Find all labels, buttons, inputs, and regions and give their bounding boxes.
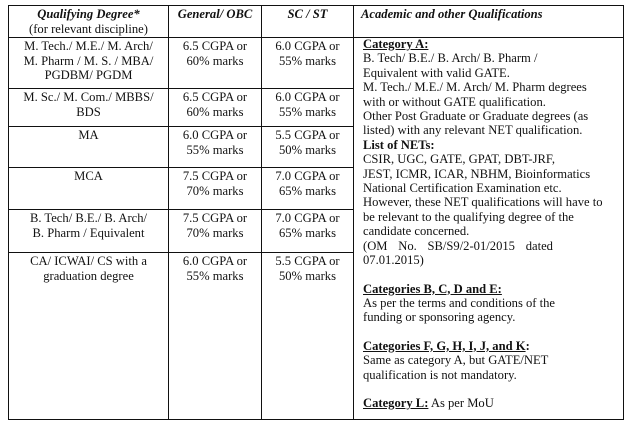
category-a-line: Other Post Graduate or Graduate degrees (as bbox=[363, 109, 589, 124]
category-a-line: M. Tech./ M.E./ M. Arch/ M. Pharm degrees bbox=[363, 80, 587, 95]
nets-line: JEST, ICMR, ICAR, NBHM, Bioinformatics bbox=[363, 166, 591, 181]
row-divider bbox=[9, 167, 354, 168]
table-row-sc-st bbox=[262, 128, 353, 157]
nets-title: List of NETs: bbox=[363, 137, 435, 152]
table-row-sc-st bbox=[262, 169, 353, 198]
header-general-obc: General/ OBC bbox=[177, 7, 253, 21]
table-row-degree bbox=[9, 211, 168, 240]
table-row-degree bbox=[9, 169, 168, 184]
marks-value: 55% marks bbox=[186, 142, 244, 157]
table-row-degree bbox=[9, 128, 168, 143]
cgpa-value: 7.0 CGPA or bbox=[275, 211, 340, 225]
header-label: Qualifying Degree* bbox=[37, 7, 140, 21]
cgpa-value: 7.5 CGPA or bbox=[182, 169, 248, 183]
marks-value: 50% marks bbox=[278, 268, 336, 283]
academic-qualifications bbox=[363, 37, 621, 410]
categories-fk-title: Categories F, G, H, I, J, and K bbox=[363, 338, 526, 353]
marks-value: 65% marks bbox=[278, 183, 336, 198]
category-a-title: Category A: bbox=[363, 37, 429, 51]
category-l-text: As per MoU bbox=[428, 395, 494, 410]
marks-value: 70% marks bbox=[186, 183, 244, 198]
om-part: (OM bbox=[363, 238, 388, 253]
table-row-sc-st bbox=[262, 211, 353, 240]
degree-line: B. Pharm / Equivalent bbox=[32, 225, 145, 240]
header-sc-st: SC / ST bbox=[287, 7, 328, 21]
header-note: (for relevant discipline) bbox=[29, 21, 148, 36]
cgpa-value: 6.5 CGPA or bbox=[182, 90, 248, 104]
marks-value: 60% marks bbox=[186, 104, 244, 119]
header-academic: Academic and other Qualifications bbox=[361, 7, 543, 21]
degree-line: CA/ ICWAI/ CS with a bbox=[30, 254, 147, 268]
categories-fk-line: Same as category A, but GATE/NET bbox=[363, 353, 549, 368]
row-divider bbox=[9, 252, 354, 253]
nets-line: CSIR, UGC, GATE, GPAT, DBT-JRF, bbox=[363, 152, 556, 167]
cgpa-value: 6.5 CGPA or bbox=[182, 39, 248, 53]
category-a-line: with or without GATE qualification. bbox=[363, 94, 546, 109]
marks-value: 60% marks bbox=[186, 53, 244, 68]
categories-bcde-line: funding or sponsoring agency. bbox=[363, 310, 516, 325]
categories-fk-line: qualification is not mandatory. bbox=[363, 367, 517, 382]
table-row-sc-st bbox=[262, 39, 353, 68]
table-row-degree bbox=[9, 90, 168, 119]
nets-line: candidate concerned. bbox=[363, 224, 470, 239]
om-part: dated bbox=[525, 238, 553, 253]
row-divider bbox=[9, 88, 354, 89]
table-row-sc-st bbox=[262, 254, 353, 283]
marks-value: 55% marks bbox=[186, 268, 244, 283]
category-l-title: Category L: bbox=[363, 395, 429, 410]
cgpa-value: 7.5 CGPA or bbox=[182, 211, 248, 225]
colon: : bbox=[525, 338, 530, 353]
cgpa-value: 6.0 CGPA or bbox=[275, 90, 340, 104]
category-a-line: Equivalent with valid GATE. bbox=[363, 65, 510, 80]
cgpa-value: 5.5 CGPA or bbox=[275, 128, 340, 142]
om-part: No. bbox=[398, 238, 417, 253]
categories-fk-heading bbox=[363, 339, 621, 353]
row-divider bbox=[9, 209, 354, 210]
cgpa-value: 5.5 CGPA or bbox=[275, 254, 340, 268]
marks-value: 50% marks bbox=[278, 142, 336, 157]
table-row-degree bbox=[9, 39, 168, 83]
category-a-line: B. Tech/ B.E./ B. Arch/ B. Pharm / bbox=[363, 51, 538, 66]
cgpa-value: 7.0 CGPA or bbox=[275, 169, 340, 183]
table-row-general-obc bbox=[169, 39, 261, 68]
row-divider bbox=[9, 126, 354, 127]
table-row-general-obc bbox=[169, 90, 261, 119]
category-l bbox=[363, 396, 621, 410]
categories-bcde-title: Categories B, C, D and E: bbox=[363, 281, 502, 296]
cgpa-value: 6.0 CGPA or bbox=[182, 128, 248, 142]
nets-line: National Certification Examination etc. bbox=[363, 181, 562, 196]
om-date: 07.01.2015) bbox=[363, 253, 424, 268]
table-row-general-obc bbox=[169, 211, 261, 240]
category-a-line: listed) with any relevant NET qualification. bbox=[363, 123, 583, 138]
cgpa-value: 6.0 CGPA or bbox=[182, 254, 248, 268]
degree-line: BDS bbox=[76, 104, 101, 119]
degree-line: M. Tech./ M.E./ M. Arch/ bbox=[24, 39, 153, 53]
cgpa-value: 6.0 CGPA or bbox=[275, 39, 340, 53]
marks-value: 70% marks bbox=[186, 225, 244, 240]
categories-bcde-line: As per the terms and conditions of the bbox=[363, 295, 556, 310]
degree-line: MCA bbox=[74, 169, 103, 183]
header-qualifying-degree bbox=[9, 7, 168, 36]
degree-line: graduation degree bbox=[43, 268, 134, 283]
table-row-general-obc bbox=[169, 169, 261, 198]
degree-line: MA bbox=[78, 128, 99, 142]
marks-value: 55% marks bbox=[278, 53, 336, 68]
degree-line: M. Pharm / M. S. / MBA/ bbox=[23, 53, 154, 68]
column-divider bbox=[353, 6, 354, 419]
degree-line: PGDBM/ PGDM bbox=[44, 68, 133, 83]
nets-line: be relevant to the qualifying degree of the bbox=[363, 209, 574, 224]
om-reference bbox=[363, 239, 553, 253]
table-row-degree bbox=[9, 254, 168, 283]
nets-line: However, these NET qualifications will have to bbox=[363, 195, 603, 210]
om-part: SB/S9/2-01/2015 bbox=[427, 238, 515, 253]
table-row-sc-st bbox=[262, 90, 353, 119]
marks-value: 55% marks bbox=[278, 104, 336, 119]
degree-line: M. Sc./ M. Com./ MBBS/ bbox=[23, 90, 154, 104]
degree-line: B. Tech/ B.E./ B. Arch/ bbox=[29, 211, 148, 225]
table-row-general-obc bbox=[169, 254, 261, 283]
table-row-general-obc bbox=[169, 128, 261, 157]
marks-value: 65% marks bbox=[278, 225, 336, 240]
eligibility-table bbox=[8, 5, 624, 420]
